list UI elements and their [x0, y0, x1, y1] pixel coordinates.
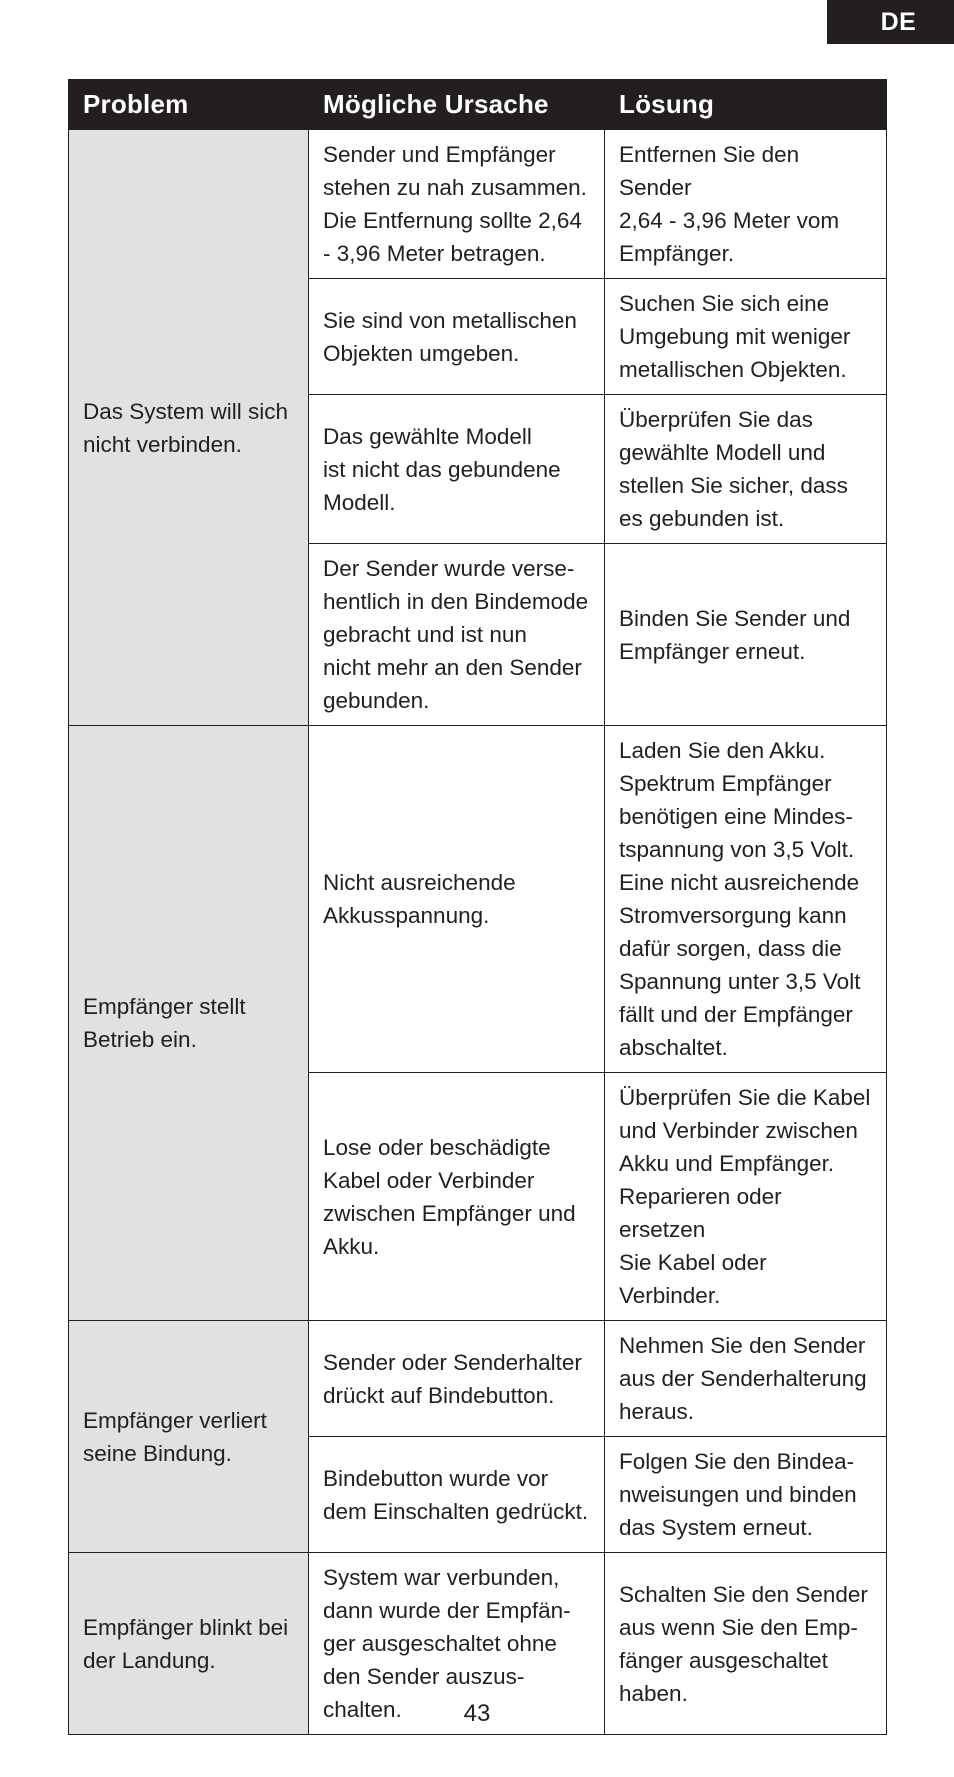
solution-cell: Schalten Sie den Sender aus wenn Sie den Emp- fänger ausgeschaltet haben.	[605, 1553, 887, 1735]
troubleshooting-table	[68, 79, 887, 1735]
solution-cell: Folgen Sie den Bindea- nweisungen und binden das System erneut.	[605, 1437, 887, 1553]
cause-cell: Sie sind von metallischen Objekten umgeben.	[309, 279, 605, 395]
table-header-row	[69, 80, 887, 130]
cause-cell: Das gewählte Modell ist nicht das gebundene Modell.	[309, 395, 605, 544]
problem-cell: Empfänger verliert seine Bindung.	[69, 1321, 309, 1553]
table-row	[69, 726, 887, 1073]
cause-cell: Sender und Empfänger stehen zu nah zusammen. Die Entfernung sollte 2,64 - 3,96 Meter betragen.	[309, 130, 605, 279]
solution-cell: Suchen Sie sich eine Umgebung mit weniger metallischen Objekten.	[605, 279, 887, 395]
solution-cell: Überprüfen Sie die Kabel und Verbinder zwischen Akku und Empfänger. Reparieren oder ersetzen Sie Kabel oder Verbinder.	[605, 1073, 887, 1321]
solution-cell: Nehmen Sie den Sender aus der Senderhalterung heraus.	[605, 1321, 887, 1437]
solution-cell: Überprüfen Sie das gewählte Modell und stellen Sie sicher, dass es gebunden ist.	[605, 395, 887, 544]
cause-cell: Bindebutton wurde vor dem Einschalten gedrückt.	[309, 1437, 605, 1553]
solution-cell: Laden Sie den Akku. Spektrum Empfänger benötigen eine Mindes- tspannung von 3,5 Volt. Eine nicht ausreichende Stromversorgung kann dafür sorgen, dass die Spannung unter 3,5 Volt fällt und der Empfänger abschaltet.	[605, 726, 887, 1073]
problem-cell: Empfänger stellt Betrieb ein.	[69, 726, 309, 1321]
cause-cell: Lose oder beschädigte Kabel oder Verbinder zwischen Empfänger und Akku.	[309, 1073, 605, 1321]
table-row	[69, 1321, 887, 1437]
cause-cell: Der Sender wurde verse- hentlich in den Bindemode gebracht und ist nun nicht mehr an den Sender gebunden.	[309, 544, 605, 726]
header-problem: Problem	[69, 80, 309, 130]
table-row	[69, 130, 887, 279]
language-tab: DE	[827, 0, 954, 44]
cause-cell: Nicht ausreichende Akkusspannung.	[309, 726, 605, 1073]
header-solution: Lösung	[605, 80, 887, 130]
problem-cell: Das System will sich nicht verbinden.	[69, 130, 309, 726]
solution-cell: Entfernen Sie den Sender 2,64 - 3,96 Meter vom Empfänger.	[605, 130, 887, 279]
cause-cell: Sender oder Senderhalter drückt auf Bindebutton.	[309, 1321, 605, 1437]
page-number: 43	[463, 1700, 491, 1727]
solution-cell: Binden Sie Sender und Empfänger erneut.	[605, 544, 887, 726]
cause-cell: System war verbunden, dann wurde der Empfän- ger ausgeschaltet ohne den Sender auszus- chalten.	[309, 1553, 605, 1735]
problem-cell: Empfänger blinkt bei der Landung.	[69, 1553, 309, 1735]
header-cause: Mögliche Ursache	[309, 80, 605, 130]
